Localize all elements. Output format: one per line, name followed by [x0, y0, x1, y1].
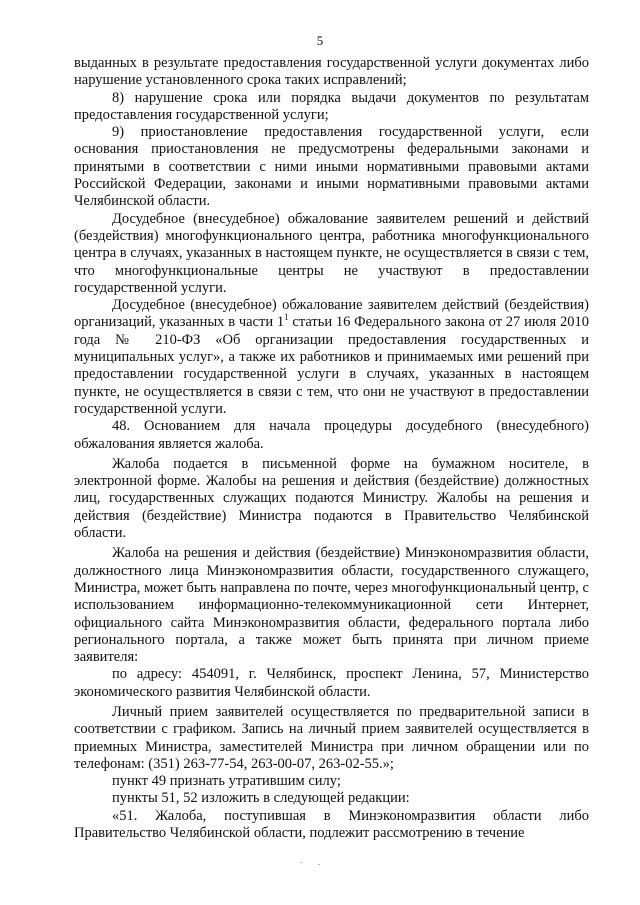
paragraph-item-49: пункт 49 признать утратившим силу;	[112, 773, 341, 790]
paragraph-mfc-appeal: Досудебное (внесудебное) обжалование заявителем решений и действий (бездействия) многофункционального центра, работника многофункционального центра в случаях, указанных в настоящем пункте, не осуществляется в связи с тем, что многофункциональные центры не участвуют в предоставлении государственной услуги.	[74, 210, 589, 296]
paragraph-address: по адресу: 454091, г. Челябинск, проспект Ленина, 57, Министерство экономического развития Челябинской области.	[74, 666, 589, 700]
superscript-part-number: 1	[284, 312, 289, 323]
paragraph-organizations-appeal-text-a: Досудебное (внесудебное) обжалование заявителем действий (бездействия) организаций, указанных в части 1	[74, 297, 589, 331]
paragraph-item-8: 8) нарушение срока или порядка выдачи документов по результатам предоставления государственной услуги;	[74, 89, 589, 123]
paragraph-organizations-appeal-text-b: статьи 16 Федерального закона от 27 июля 2010 года № 210-ФЗ «Об организации предоставления государственных и муниципальных услуг», а также их работников и принимаемых ими решений при предоставлении государственной услуги в случаях, указанных в настоящем пункте, не осуществляется в связи с тем, что они не участвуют в предоставлении государственной услуги.	[74, 314, 589, 417]
paragraph-complaint-channels: Жалоба на решения и действия (бездействие) Минэкономразвития области, должностного лица Минэкономразвития области, государственного служащего, Министра, может быть направлена по почте, через многофункциональный центр, с использованием информационно-телекоммуникационной сети Интернет, официального сайта Минэкономразвития области, федерального портала либо регионального портала, а также может быть принята при личном приеме заявителя:	[74, 545, 589, 666]
paragraph-continuation: выданных в результате предоставления государственной услуги документах либо нарушение установленного срока таких исправлений;	[74, 55, 589, 89]
paragraph-item-51: «51. Жалоба, поступившая в Минэкономразвития области либо Правительство Челябинской области, подлежит рассмотрению в течение	[74, 807, 589, 842]
paragraph-item-48: 48. Основанием для начала процедуры досудебного (внесудебного) обжалования является жалоба.	[74, 418, 589, 452]
document-body	[74, 55, 589, 842]
paragraph-organizations-appeal	[74, 297, 589, 418]
paragraph-item-9: 9) приостановление предоставления государственной услуги, если основания приостановления не предусмотрены федеральными законами и принятыми в соответствии с ними иными нормативными правовыми актами Российской Федерации, законами и иными нормативными правовыми актами Челябинской области.	[74, 124, 589, 210]
paragraph-personal-reception: Личный прием заявителей осуществляется по предварительной записи в соответствии с графиком. Запись на личный прием заявителей осуществляется в приемных Министра, заместителей Министра при личном обращении или по телефонам: (351) 263-77-54, 263-00-07, 263-02-55.»;	[74, 703, 589, 772]
page-number: 5	[316, 33, 324, 48]
paragraph-complaint-form: Жалоба подается в письменной форме на бумажном носителе, в электронной форме. Жалобы на решения и действия (бездействие) должностных лиц, государственных служащих подаются Министру. Жалобы на решения и действия (бездействие) Министра подаются в Правительство Челябинской области.	[74, 455, 589, 542]
scan-speck	[300, 862, 302, 863]
paragraph-items-51-52: пункты 51, 52 изложить в следующей редакции:	[112, 790, 410, 807]
scan-speck	[318, 864, 320, 865]
